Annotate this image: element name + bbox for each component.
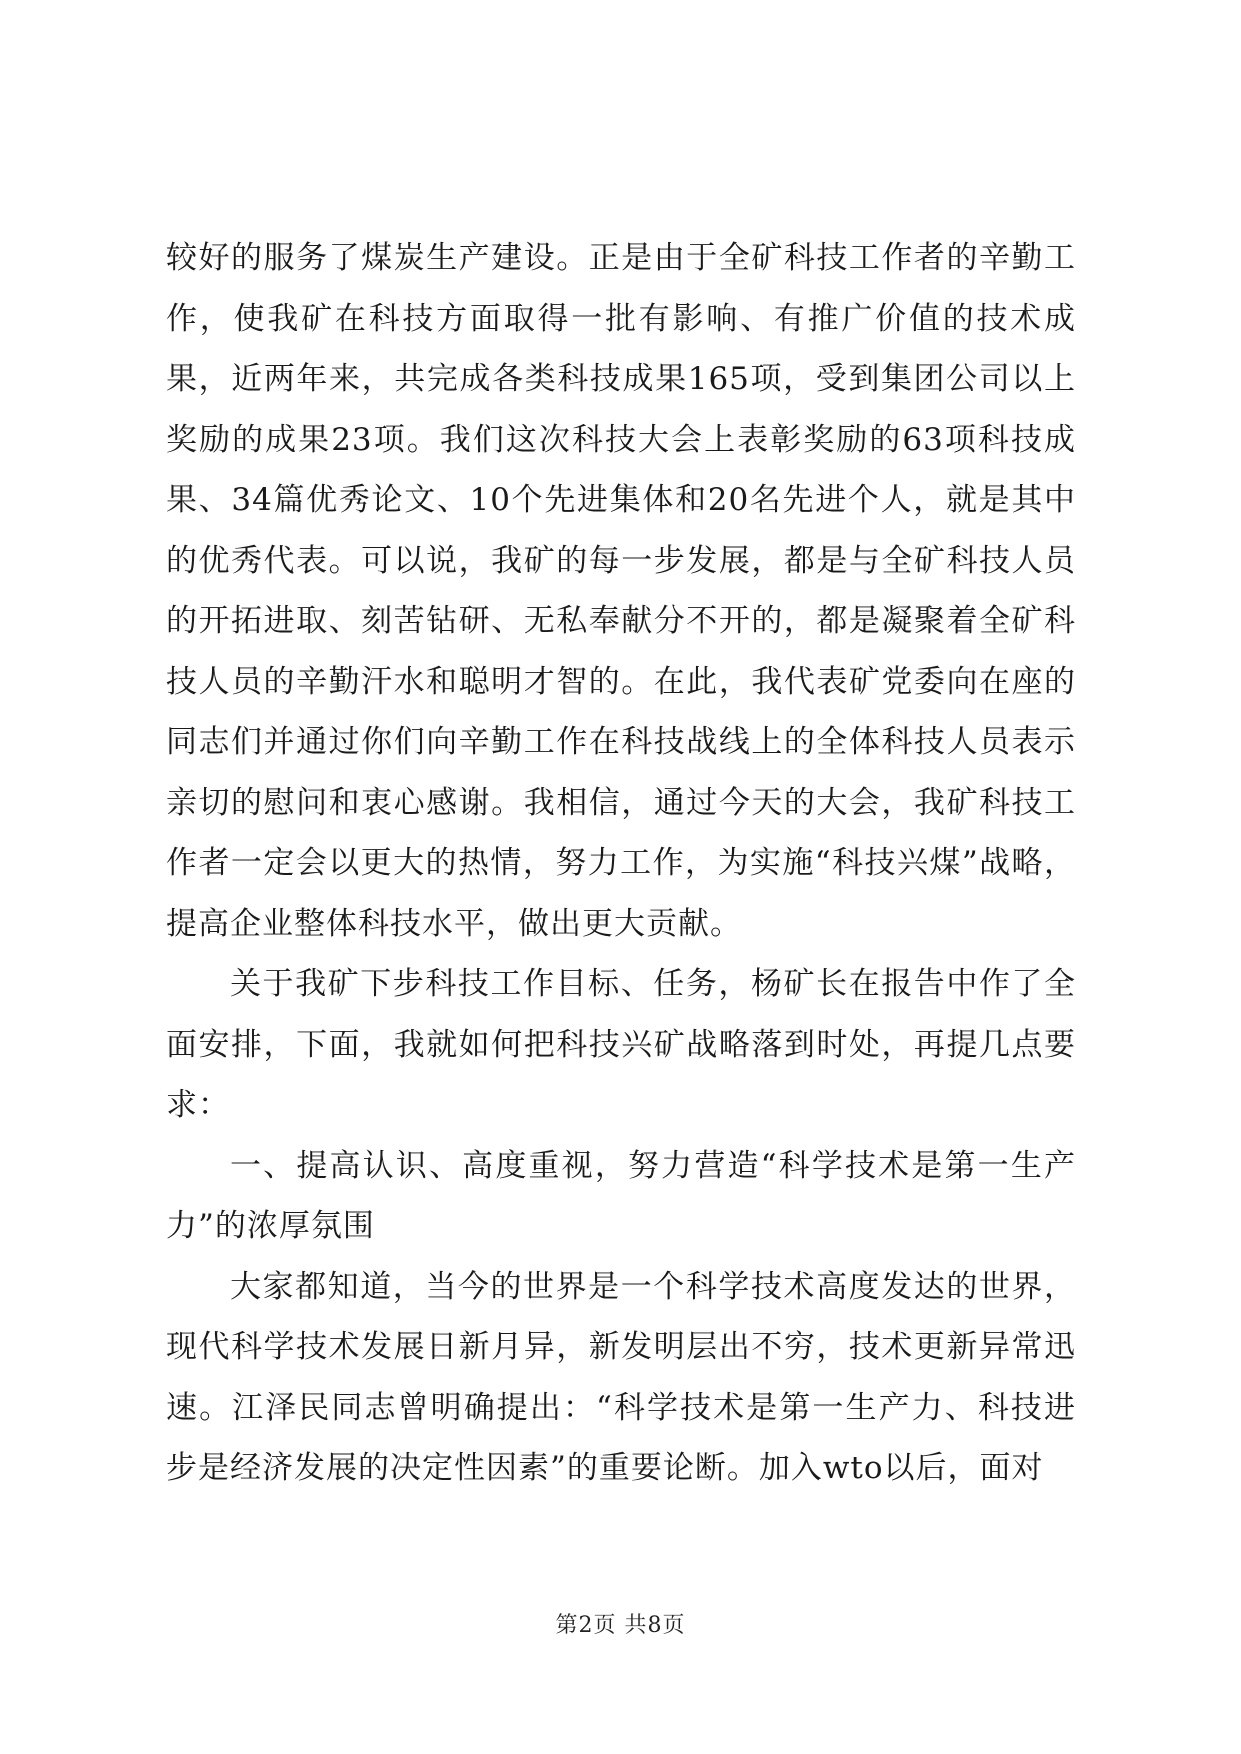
paragraph-2: 关于我矿下步科技工作目标、任务，杨矿长在报告中作了全面安排，下面，我就如何把科技兴矿战略落到时处，再提几点要求： bbox=[166, 966, 1076, 1123]
document-body bbox=[166, 228, 1076, 1499]
paragraph-3: 大家都知道，当今的世界是一个科学技术高度发达的世界，现代科学技术发展日新月异，新发明层出不穷，技术更新异常迅速。江泽民同志曾明确提出：“科学技术是第一生产力、科技进步是经济发展的决定性因素”的重要论断。加入wto以后，面对 bbox=[166, 1268, 1076, 1486]
page-footer: 第2页 共8页 bbox=[555, 1613, 686, 1638]
paragraph-heading-1: 一、提高认识、高度重视，努力营造“科学技术是第一生产力”的浓厚氛围 bbox=[166, 1147, 1076, 1244]
paragraph-1: 较好的服务了煤炭生产建设。正是由于全矿科技工作者的辛勤工作，使我矿在科技方面取得一批有影响、有推广价值的技术成果，近两年来，共完成各类科技成果165项，受到集团公司以上奖励的成果23项。我们这次科技大会上表彰奖励的63项科技成果、34篇优秀论文、10个先进集体和20名先进个人，就是其中的优秀代表。可以说，我矿的每一步发展，都是与全矿科技人员的开拓进取、刻苦钻研、无私奉献分不开的，都是凝聚着全矿科技人员的辛勤汗水和聪明才智的。在此，我代表矿党委向在座的同志们并通过你们向辛勤工作在科技战线上的全体科技人员表示亲切的慰问和衷心感谢。我相信，通过今天的大会，我矿科技工作者一定会以更大的热情，努力工作，为实施“科技兴煤”战略，提高企业整体科技水平，做出更大贡献。 bbox=[166, 240, 1076, 942]
